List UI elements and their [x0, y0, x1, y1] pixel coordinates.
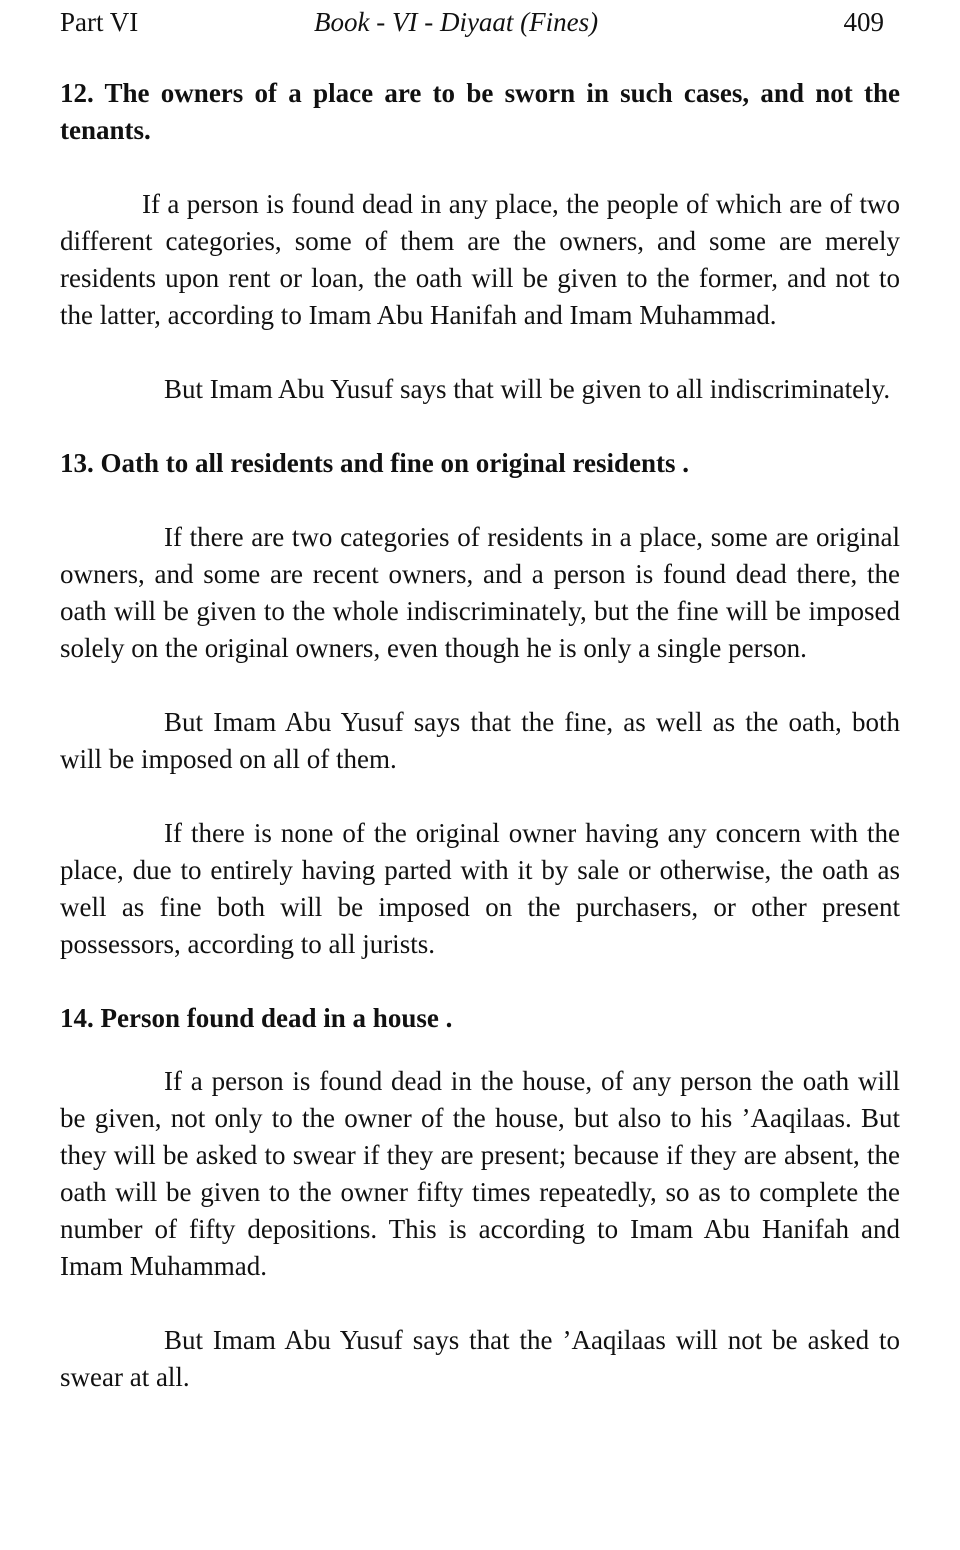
- part-label: Part VI: [60, 7, 139, 37]
- section-13-paragraph-1: If there are two categories of residents in a place, some are original owners, and some are recent owners, and a person is found dead there, the oath will be given to the whole indiscriminately, but the fine will be imposed solely on the original owners, even though he is only a single person.: [60, 522, 900, 663]
- section-14-paragraph-2: But Imam Abu Yusuf says that the ’Aaqilaas will not be asked to swear at all.: [60, 1325, 900, 1392]
- book-title: Book - VI - Diyaat (Fines): [314, 7, 599, 37]
- section-13-paragraph-3: If there is none of the original owner having any concern with the place, due to entirely having parted with it by sale or otherwise, the oath as well as fine both will be imposed on the purchasers, or other present possessors, according to all jurists.: [60, 818, 900, 959]
- section-14-paragraph-1: If a person is found dead in the house, of any person the oath will be given, not only to the owner of the house, but also to his ’Aaqilaas. But they will be asked to swear if they are present; because if they are absent, the oath will be given to the owner fifty times repeatedly, so as to complete the number of fifty depositions. This is according to Imam Abu Hanifah and Imam Muhammad.: [60, 1066, 900, 1281]
- page-number: 409: [843, 7, 884, 37]
- section-heading-13: 13. Oath to all residents and fine on original residents .: [60, 448, 690, 478]
- section-13-paragraph-2: But Imam Abu Yusuf says that the fine, as well as the oath, both will be imposed on all of them.: [60, 707, 900, 774]
- section-heading-14: 14. Person found dead in a house .: [60, 1003, 453, 1033]
- section-12-paragraph-1: If a person is found dead in any place, the people of which are of two different categories, some of them are the owners, and some are merely residents upon rent or loan, the oath will be given to the former, and not to the latter, according to Imam Abu Hanifah and Imam Muhammad.: [60, 189, 900, 330]
- running-header: [60, 0, 900, 44]
- book-page: [60, 0, 900, 1396]
- section-heading-12: 12. The owners of a place are to be sworn in such cases, and not the tenants.: [60, 78, 900, 145]
- section-12-paragraph-2: But Imam Abu Yusuf says that will be given to all indiscriminately.: [164, 374, 891, 404]
